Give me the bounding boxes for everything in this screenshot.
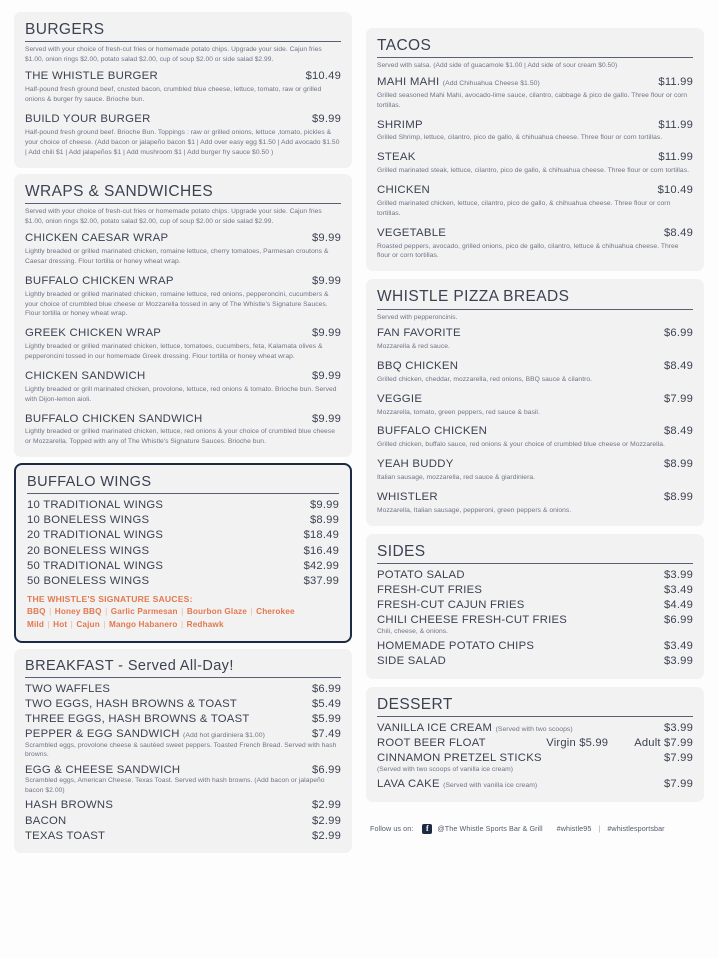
price-row: [27, 497, 339, 512]
price-row: [27, 543, 339, 558]
row-price: $7.99: [664, 752, 693, 765]
row-price: $37.99: [303, 574, 339, 587]
price-row: [25, 762, 341, 777]
price-row: [377, 735, 693, 750]
row-label: CINNAMON PRETZEL STICKS: [377, 752, 542, 765]
item-name: WHISTLER: [377, 490, 438, 503]
menu-item: [377, 150, 693, 176]
row-label: FRESH-CUT FRIES: [377, 583, 483, 596]
row-label: THREE EGGS, HASH BROWNS & TOAST: [25, 712, 250, 725]
menu-item: [377, 183, 693, 219]
row-label: ROOT BEER FLOAT: [377, 737, 486, 750]
item-qualifier: (Add Chihuahua Cheese $1.50): [442, 79, 540, 87]
row-label: 10 BONELESS WINGS: [27, 514, 150, 527]
item-price: $8.99: [664, 458, 693, 471]
row-label: 20 BONELESS WINGS: [27, 544, 150, 557]
left-column: [14, 12, 352, 948]
item-name: CHICKEN SANDWICH: [25, 369, 146, 382]
facebook-handle[interactable]: @The Whistle Sports Bar & Grill: [437, 824, 543, 834]
item-description: Lightly breaded or grill marinated chicken, provolone, lettuce, red onions & tomato. Brioche bun. Served with Dijon-lemon aioli.: [25, 385, 337, 403]
section-title-burgers: BURGERS: [25, 20, 341, 42]
item-description: Grilled chicken, cheddar, mozzarella, red onions, BBQ sauce & cilantro.: [377, 375, 593, 383]
row-subtext: (Served with two scoops of vanilla ice cream): [377, 765, 514, 773]
item-name: VEGETABLE: [377, 226, 447, 239]
menu-item: [377, 424, 693, 450]
item-name: THE WHISTLE BURGER: [25, 70, 158, 83]
row-label: HASH BROWNS: [25, 799, 114, 812]
menu-item: [25, 112, 341, 158]
item-description: Roasted peppers, avocado, grilled onions, pico de gallo, cilantro, lettuce & chihuahua cheese. Three flour or corn tortillas.: [377, 242, 679, 260]
price-row: [27, 513, 339, 528]
section-note-pizza-breads: Served with pepperoncinis.: [377, 313, 458, 321]
item-name: CHICKEN CAESAR WRAP: [25, 232, 169, 245]
item-price: $9.99: [312, 113, 341, 126]
row-subtext: Scrambled eggs, provolone cheese & sautéed sweet peppers. Toasted French Bread. Served with hash browns.: [25, 741, 337, 759]
row-label: 10 TRADITIONAL WINGS: [27, 498, 164, 511]
row-price: $5.49: [312, 697, 341, 710]
row-price: $2.99: [312, 829, 341, 842]
price-row: [25, 681, 341, 696]
menu-item: [25, 274, 341, 320]
signature-sauces-line-2: Mild | Hot | Cajun | Mango Habanero | Redhawk: [27, 620, 224, 630]
item-name: FAN FAVORITE: [377, 327, 461, 340]
item-price: $9.99: [312, 274, 341, 287]
row-label: POTATO SALAD: [377, 568, 465, 581]
price-row: [377, 777, 693, 792]
sauce-name: Honey BBQ: [54, 607, 102, 617]
hashtag-whistle95[interactable]: #whistle95: [556, 824, 592, 834]
row-price: $42.99: [303, 559, 339, 572]
row-label: 20 TRADITIONAL WINGS: [27, 529, 164, 542]
section-note-burgers: Served with your choice of fresh-cut fries or homemade potato chips. Upgrade your side. Cajun fries $1.00, onion rings $2.00, potato salad $2.00, cup of soup $2.00 or side salad $2.99.: [25, 46, 322, 63]
facebook-icon[interactable]: f: [422, 824, 432, 834]
price-row: [377, 654, 693, 669]
row-price: $4.49: [664, 598, 693, 611]
row-label: TWO EGGS, HASH BROWNS & TOAST: [25, 697, 238, 710]
sauce-name: Bourbon Glaze: [186, 607, 247, 617]
row-price: $7.99: [664, 778, 693, 791]
row-label: 50 TRADITIONAL WINGS: [27, 559, 164, 572]
sauce-name: BBQ: [27, 607, 46, 617]
row-price: $7.49: [312, 728, 341, 741]
item-name: BUFFALO CHICKEN WRAP: [25, 274, 174, 287]
row-price: $18.49: [303, 529, 339, 542]
menu-item: [377, 392, 693, 418]
row-label-text: LAVA CAKE: [377, 778, 440, 791]
row-label: HOMEMADE POTATO CHIPS: [377, 640, 535, 653]
menu-item: [25, 369, 341, 405]
row-subtext: Chili, cheese, & onions.: [377, 627, 449, 635]
row-price-virgin: Virgin $5.99: [546, 737, 609, 750]
row-price: $3.49: [664, 583, 693, 596]
section-title-pizza-breads: WHISTLE PIZZA BREADS: [377, 287, 693, 309]
price-row: [25, 828, 341, 843]
item-price: $11.99: [658, 118, 693, 131]
row-price: $5.99: [312, 712, 341, 725]
sauce-name: Hot: [53, 620, 68, 630]
price-row: [27, 528, 339, 543]
section-burgers: [14, 12, 352, 168]
row-price-adult: Adult $7.99: [634, 737, 693, 750]
row-label: [377, 722, 573, 734]
row-label: [377, 778, 537, 790]
row-price: $3.99: [664, 568, 693, 581]
item-name: GREEK CHICKEN WRAP: [25, 327, 162, 340]
signature-sauces-title: THE WHISTLE'S SIGNATURE SAUCES:: [27, 594, 193, 605]
row-label: SIDE SALAD: [377, 655, 447, 668]
item-price: $8.49: [664, 425, 693, 438]
section-pizza-breads: [366, 279, 704, 525]
row-label: TEXAS TOAST: [25, 829, 106, 842]
menu-item: [377, 457, 693, 483]
price-row: [377, 751, 693, 766]
section-title-sides: SIDES: [377, 542, 693, 564]
sauce-name: Cajun: [76, 620, 100, 630]
item-description: Half-pound fresh ground beef. Brioche Bun. Toppings : raw or grilled onions, lettuce ,tomato, pickles & your choice of cheese. (Add bacon or jalapeño bacon $1 | Add over easy egg $1.50 | Add avocado $1.50 | Add chili $1 | Add jalapeños $1 | Add mushroom $1 | Add burger fry sauce $0.50 ): [25, 128, 340, 156]
row-price: $3.99: [664, 655, 693, 668]
section-buffalo-wings: [14, 463, 352, 643]
item-price: $8.49: [664, 359, 693, 372]
menu-item: [377, 359, 693, 385]
price-row: [377, 613, 693, 628]
menu-item: [25, 231, 341, 267]
row-price: $3.49: [664, 640, 693, 653]
section-note-tacos: Served with salsa. (Add side of guacamole $1.00 | Add side of sour cream $0.50): [377, 62, 618, 70]
sauce-name: Redhawk: [186, 620, 224, 630]
row-label: EGG & CHEESE SANDWICH: [25, 763, 181, 776]
item-name: YEAH BUDDY: [377, 458, 454, 471]
price-row: [27, 573, 339, 588]
row-qualifier: (Served with vanilla ice cream): [443, 782, 538, 790]
section-sides: [366, 534, 704, 679]
item-name-text: MAHI MAHI: [377, 75, 440, 88]
signature-sauces-line-1: BBQ | Honey BBQ | Garlic Parmesan | Bourbon Glaze | Cherokee: [27, 607, 295, 617]
price-row: [27, 558, 339, 573]
row-price: $6.99: [312, 763, 341, 776]
right-column: [366, 12, 704, 948]
menu-item: [377, 326, 693, 352]
section-note-wraps: Served with your choice of fresh-cut fries or homemade potato chips. Upgrade your side. Cajun fries $1.00, onion rings $2.00, potato salad $2.00, cup of soup $2.00 or side salad $2.99.: [25, 208, 322, 225]
row-price: $8.99: [310, 514, 339, 527]
item-description: Mozzarella, tomato, green peppers, red sauce & basil.: [377, 408, 540, 416]
social-footer: [366, 824, 704, 834]
price-row: [25, 798, 341, 813]
row-label-text: PEPPER & EGG SANDWICH: [25, 728, 180, 741]
price-row: [25, 711, 341, 726]
item-name: SHRIMP: [377, 118, 423, 131]
sauce-name: Garlic Parmesan: [110, 607, 178, 617]
row-price: $6.99: [664, 614, 693, 627]
item-description: Grilled marinated steak, lettuce, cilantro, pico de gallo, & chihuahua cheese. Three flour or corn tortillas.: [377, 167, 689, 175]
item-description: Lightly breaded or grilled marinated chicken, romaine lettuce, cherry tomatoes, Parmesan croutons & Caesar dressing. Flour tortilla or honey wheat wrap.: [25, 247, 329, 265]
section-wraps-sandwiches: [14, 174, 352, 458]
item-description: Lightly breaded or grilled marinated chicken, lettuce, tomatoes, cucumbers, feta, Kalamata olives & pepperoncini tossed in our homemade Greek dressing. Flour tortilla or honey wheat wrap.: [25, 343, 323, 361]
section-title-wraps: WRAPS & SANDWICHES: [25, 182, 341, 204]
price-row: [377, 638, 693, 653]
row-price: $2.99: [312, 814, 341, 827]
menu-item: [25, 326, 341, 362]
row-label: TWO WAFFLES: [25, 682, 111, 695]
menu-item: [377, 226, 693, 262]
sauce-name: Mango Habanero: [109, 620, 178, 630]
row-label-text: VANILLA ICE CREAM: [377, 721, 493, 734]
item-price: $8.99: [664, 490, 693, 503]
section-dessert: [366, 687, 704, 802]
item-price: $10.49: [657, 184, 693, 197]
menu-item: [377, 118, 693, 144]
item-price: $7.99: [664, 392, 693, 405]
menu-item: [377, 75, 693, 111]
item-description: Lightly breaded or grilled marinated chicken, lettuce, red onions & your choice of crumbled blue cheese or Mozzarella. Topped with any of The Whistle's Signature Sauces. Brioche bun.: [25, 428, 335, 446]
item-description: Italian sausage, mozzarella, red sauce & giardiniera.: [377, 474, 536, 481]
follow-us-label: Follow us on:: [370, 824, 414, 834]
price-row: [377, 720, 693, 735]
item-description: Grilled Shrimp, lettuce, cilantro, pico de gallo, & chihuahua cheese. Three flour or corn tortillas.: [377, 134, 663, 142]
section-title-buffalo-wings: BUFFALO WINGS: [27, 473, 339, 494]
section-title-breakfast: BREAKFAST - Served All-Day!: [25, 657, 341, 678]
row-qualifier: (Served with two scoops): [495, 725, 573, 733]
item-price: $9.99: [312, 232, 341, 245]
item-description: Grilled marinated chicken, lettuce, cilantro, pico de gallo, & chihuahua cheese. Three flour or corn tortillas.: [377, 199, 671, 217]
item-name: STEAK: [377, 151, 416, 164]
row-label: BACON: [25, 814, 67, 827]
sauce-name: Cherokee: [256, 607, 295, 617]
item-price: $11.99: [658, 151, 693, 164]
row-price: $3.99: [664, 721, 693, 734]
item-name: BUILD YOUR BURGER: [25, 113, 151, 126]
item-name: [377, 75, 540, 90]
item-price: $9.99: [312, 369, 341, 382]
section-title-tacos: TACOS: [377, 36, 693, 58]
item-price: $8.49: [664, 226, 693, 239]
item-price: $6.99: [664, 327, 693, 340]
item-description: Mozzarella, Italian sausage, pepperoni, green peppers & onions.: [377, 506, 572, 514]
row-price: $6.99: [312, 682, 341, 695]
row-label: CHILI CHEESE FRESH-CUT FRIES: [377, 614, 568, 627]
item-name: BBQ CHICKEN: [377, 359, 459, 372]
price-row: [25, 696, 341, 711]
section-title-dessert: DESSERT: [377, 695, 693, 717]
item-price: $11.99: [658, 75, 693, 88]
price-row: [377, 567, 693, 582]
row-price-group: [546, 737, 693, 749]
row-subtext: Scrambled eggs, American Cheese. Texas Toast. Served with hash browns. (Add bacon or jalapeño bacon $2.00): [25, 777, 325, 795]
row-price: $16.49: [303, 544, 339, 557]
item-description: Lightly breaded or grilled marinated chicken, romaine lettuce, red onions, pepperoncini, cucumbers & your choice of crumbled blue cheese or Mozzarella tossed in any of The Whistle's Signature Sauces. Flour tortilla or honey wheat wrap.: [25, 290, 329, 318]
section-tacos: [366, 28, 704, 271]
price-row: [377, 582, 693, 597]
item-name: BUFFALO CHICKEN SANDWICH: [25, 412, 203, 425]
item-price: $9.99: [312, 327, 341, 340]
item-description: Grilled seasoned Mahi Mahi, avocado-lime sauce, cilantro, cabbage & pico de gallo. Three flour or corn tortillas.: [377, 91, 688, 109]
row-label: FRESH-CUT CAJUN FRIES: [377, 598, 525, 611]
item-name: CHICKEN: [377, 184, 431, 197]
footer-divider: |: [598, 824, 601, 834]
row-label: 50 BONELESS WINGS: [27, 574, 150, 587]
sauce-name: Mild: [27, 620, 44, 630]
row-price: $9.99: [310, 498, 339, 511]
menu-item: [25, 412, 341, 448]
menu-item: [25, 69, 341, 105]
hashtag-whistlesportsbar[interactable]: #whistlesportsbar: [607, 824, 665, 834]
item-price: $9.99: [312, 412, 341, 425]
item-name: VEGGIE: [377, 392, 423, 405]
item-name: BUFFALO CHICKEN: [377, 425, 488, 438]
item-description: Grilled chicken, buffalo sauce, red onions & your choice of crumbled blue cheese or Mozzarella.: [377, 441, 665, 449]
price-row: [25, 813, 341, 828]
menu-item: [377, 490, 693, 516]
row-label: [25, 728, 265, 740]
row-qualifier: (Add hot giardiniera $1.00): [183, 732, 265, 740]
row-price: $2.99: [312, 799, 341, 812]
item-description: Mozzarella & red sauce.: [377, 343, 450, 351]
item-description: Half-pound fresh ground beef, crusted bacon, crumbled blue cheese, lettuce, tomato, raw or grilled onions & burger fry sauce. Brioche bun.: [25, 86, 322, 104]
item-price: $10.49: [305, 70, 341, 83]
price-row: [377, 597, 693, 612]
section-breakfast: [14, 649, 352, 854]
price-row: [25, 727, 341, 742]
